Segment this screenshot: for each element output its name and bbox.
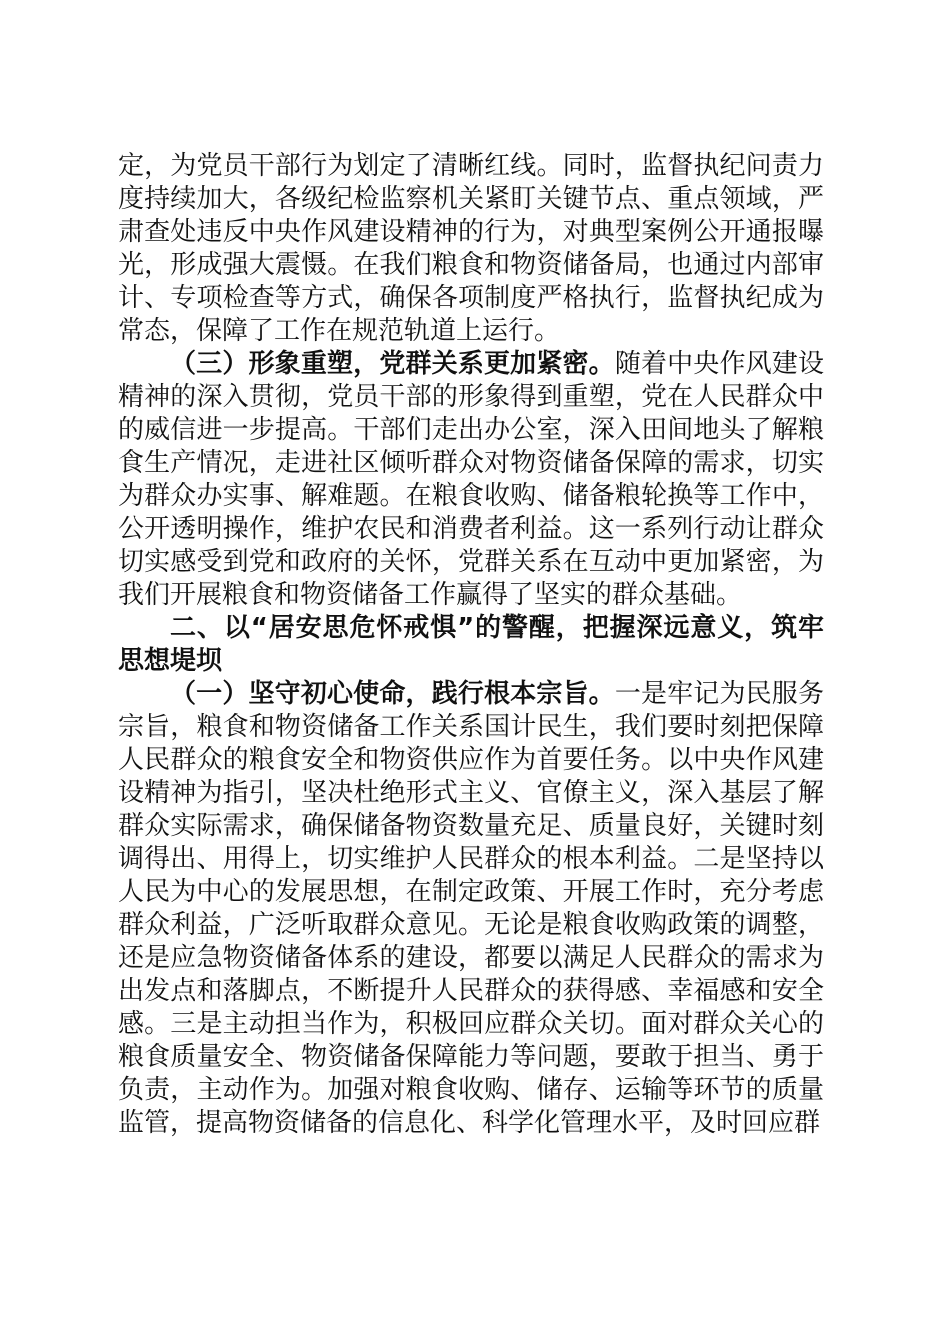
paragraph-original-mission [118,678,824,1140]
paragraph-text: 随着中央作风建设精神的深入贯彻，党员干部的形象得到重塑，党在人民群众中的威信进一步提高。干部们走出办公室，深入田间地头了解粮食生产情况，走进社区倾听群众对物资储备保障的需求，切实为群众办实事、解难题。在粮食收购、储备粮轮换等工作中，公开透明操作，维护农民和消费者利益。这一系列行动让群众切实感受到党和政府的关怀，党群关系在互动中更加紧密，为我们开展粮食和物资储备工作赢得了坚实的群众基础。 [118,349,824,610]
document-body [118,150,824,1140]
paragraph-lead: （三）形象重塑，党群关系更加紧密。 [170,349,615,379]
section-heading: 二、以“居安思危怀戒惧”的警醒，把握深远意义，筑牢思想堤坝 [118,613,824,676]
paragraph-text: 一是牢记为民服务宗旨，粮食和物资储备工作关系国计民生，我们要时刻把保障人民群众的粮食安全和物资供应作为首要任务。以中央作风建设精神为指引，坚决杜绝形式主义、官僚主义，深入基层了解群众实际需求，确保储备物资数量充足、质量良好，关键时刻调得出、用得上，切实维护人民群众的根本利益。二是坚持以人民为中心的发展思想，在制定政策、开展工作时，充分考虑群众利益，广泛听取群众意见。无论是粮食收购政策的调整，还是应急物资储备体系的建设，都要以满足人民群众的需求为出发点和落脚点，不断提升人民群众的获得感、幸福感和安全感。三是主动担当作为，积极回应群众关切。面对群众关心的粮食质量安全、物资储备保障能力等问题，要敢于担当、勇于负责，主动作为。加强对粮食收购、储存、运输等环节的质量监管，提高物资储备的信息化、科学化管理水平，及时回应群 [118,679,824,1138]
paragraph-lead: （一）坚守初心使命，践行根本宗旨。 [170,679,615,709]
continuation-text: 定，为党员干部行为划定了清晰红线。同时，监督执纪问责力度持续加大，各级纪检监察机关紧盯关键节点、重点领域，严肃查处违反中央作风建设精神的行为，对典型案例公开通报曝光，形成强大震慑。在我们粮食和物资储备局，也通过内部审计、专项检查等方式，确保各项制度严格执行，监督执纪成为常态，保障了工作在规范轨道上运行。 [118,151,824,346]
continuation-paragraph [118,150,824,348]
paragraph-image-reshaping [118,348,824,612]
